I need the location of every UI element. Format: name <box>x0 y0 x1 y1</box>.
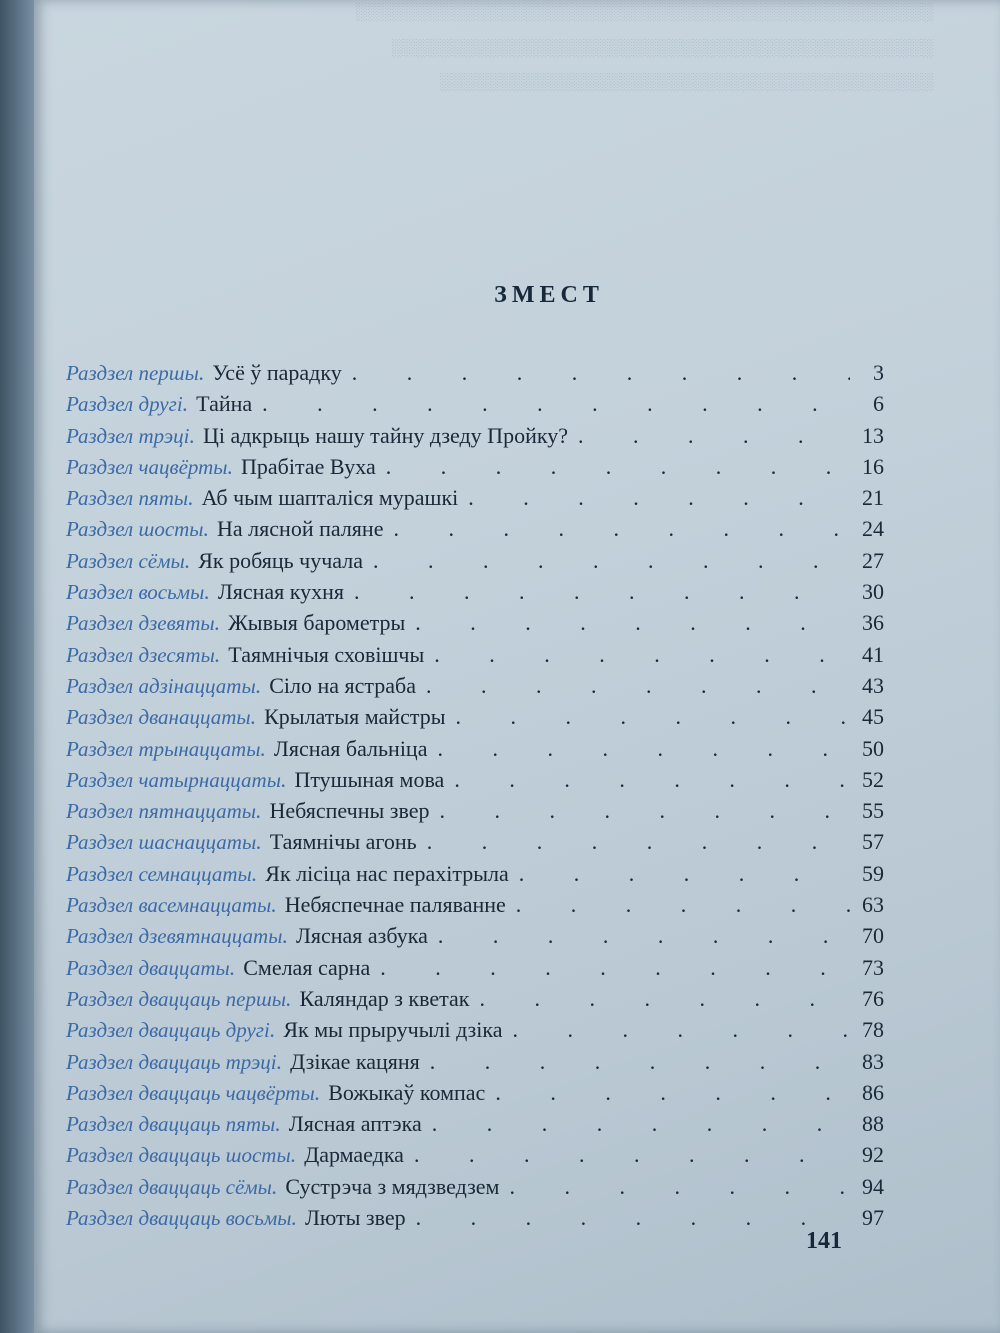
chapter-page-number: 13 <box>862 422 884 448</box>
section-separator: . <box>290 1142 297 1168</box>
chapter-page-number: 63 <box>862 892 884 918</box>
toc-entry <box>66 1111 884 1142</box>
section-label: Раздзел дзевяты <box>66 611 215 636</box>
toc-entry <box>66 1142 884 1173</box>
section-separator: . <box>275 1111 281 1137</box>
section-label: Раздзел чацвёрты <box>66 454 228 479</box>
section-separator: . <box>184 547 191 573</box>
toc-entry <box>66 548 884 579</box>
toc-entry <box>66 610 884 641</box>
section-label: Раздзел трынаццаты <box>66 736 261 761</box>
section-separator: . <box>250 704 257 730</box>
toc-entry <box>66 360 884 391</box>
leader-dots <box>437 736 850 762</box>
chapter-title: Лясная бальніца <box>273 735 428 761</box>
leader-dots <box>454 767 850 793</box>
section-separator: . <box>203 516 210 542</box>
leader-dots <box>415 610 850 636</box>
chapter-page-number: 30 <box>862 579 884 605</box>
section-separator: . <box>256 829 262 855</box>
leader-dots <box>578 423 850 449</box>
chapter-title: Дармаедка <box>304 1142 404 1168</box>
leader-dots <box>468 485 850 511</box>
section-separator: . <box>182 391 189 417</box>
chapter-title: Прабітае Вуха <box>241 453 376 479</box>
leader-dots <box>509 1174 850 1200</box>
leader-dots <box>352 360 850 386</box>
chapter-title: Таямнічы агонь <box>269 829 417 855</box>
section-separator: . <box>260 735 266 761</box>
chapter-page-number: 55 <box>862 798 884 824</box>
book-spine-shadow <box>0 0 36 1333</box>
chapter-title: Дзікае кацяня <box>290 1048 420 1074</box>
toc-entry <box>66 892 884 923</box>
toc-entry <box>66 704 884 735</box>
leader-dots <box>479 986 850 1012</box>
section-label: Раздзел першы <box>66 361 199 385</box>
section-label: Раздзел дваццаць чацвёрты <box>66 1080 315 1105</box>
section-label: Раздзел пяты <box>66 486 189 511</box>
chapter-title: Усё ў парадку <box>212 360 342 385</box>
section-label: Раздзел дваццаць сёмы <box>66 1174 272 1199</box>
toc-entry <box>66 1080 884 1111</box>
section-label: Раздзел дзесяты <box>66 642 215 667</box>
chapter-title: Смелая сарна <box>243 954 371 980</box>
chapter-page-number: 83 <box>862 1048 884 1074</box>
book-page <box>34 0 1000 1333</box>
chapter-page-number: 41 <box>862 641 884 667</box>
toc-entry <box>66 642 884 673</box>
chapter-title: Небяспечнае паляванне <box>284 892 506 918</box>
toc-entry <box>66 454 884 485</box>
leader-dots <box>456 704 850 730</box>
toc-entry <box>66 955 884 986</box>
chapter-title: Жывыя барометры <box>228 610 406 636</box>
toc-entry <box>66 923 884 954</box>
toc-entry <box>66 861 884 892</box>
section-separator: . <box>255 672 262 698</box>
toc-entry <box>66 1174 884 1205</box>
section-label: Раздзел васемнаццаты <box>66 893 272 918</box>
section-separator: . <box>269 1017 276 1043</box>
section-separator: . <box>282 923 288 949</box>
leader-dots <box>416 1205 850 1231</box>
section-separator: . <box>314 1079 321 1105</box>
chapter-title: Лясная аптэка <box>288 1111 422 1137</box>
chapter-page-number: 27 <box>862 547 884 573</box>
chapter-page-number: 16 <box>862 453 884 479</box>
chapter-page-number: 78 <box>862 1017 884 1043</box>
chapter-page-number: 97 <box>862 1205 884 1231</box>
leader-dots <box>438 923 850 949</box>
chapter-page-number: 21 <box>862 485 884 511</box>
chapter-title: Крылатыя майстры <box>264 704 446 730</box>
chapter-page-number: 43 <box>862 672 884 698</box>
chapter-title: Як лісіца нас перахітрыла <box>265 860 509 886</box>
section-separator: . <box>204 579 210 605</box>
section-label: Раздзел дванаццаты <box>66 705 251 730</box>
toc-entry <box>66 829 884 860</box>
toc-entry <box>66 673 884 704</box>
section-label: Раздзел дваццаць другі <box>66 1018 270 1043</box>
section-label: Раздзел дваццаць першы <box>66 986 287 1011</box>
leader-dots <box>512 1017 850 1043</box>
page-number: 141 <box>806 1228 842 1254</box>
chapter-title: На лясной паляне <box>217 516 384 542</box>
chapter-page-number: 94 <box>862 1173 884 1199</box>
chapter-page-number: 92 <box>862 1142 884 1168</box>
leader-dots <box>495 1080 850 1106</box>
leader-dots <box>432 1111 850 1137</box>
chapter-page-number: 73 <box>862 954 884 980</box>
leader-dots <box>439 798 850 824</box>
toc-entry <box>66 579 884 610</box>
chapter-page-number: 88 <box>862 1111 884 1137</box>
chapter-title: Сіло на ястраба <box>269 672 416 698</box>
leader-dots <box>426 673 850 699</box>
section-label: Раздзел шаснаццаты <box>66 830 257 855</box>
toc-entry <box>66 798 884 829</box>
section-label: Раздзел сёмы <box>66 548 185 573</box>
chapter-page-number: 59 <box>862 860 884 886</box>
toc-entry <box>66 485 884 516</box>
leader-dots <box>380 955 850 981</box>
bleed-through-text: ░░░░░░░░░░░░░░░░░░░░░░░░░░░░░░░░░░░░░░░░░░░░░ <box>392 38 934 57</box>
section-label: Раздзел шосты <box>66 517 204 542</box>
section-separator: . <box>229 954 236 980</box>
chapter-title: Таямнічыя сховішчы <box>228 641 425 667</box>
chapter-page-number: 3 <box>873 360 884 385</box>
chapter-title: Як мы прыручылі дзіка <box>283 1017 503 1043</box>
leader-dots <box>430 1049 850 1075</box>
section-label: Раздзел дзевятнаццаты <box>66 924 283 949</box>
section-label: Раздзел пятнаццаты <box>66 799 256 824</box>
chapter-title: Аб чым шапталіся мурашкі <box>201 485 459 511</box>
toc-entry <box>66 1205 884 1236</box>
section-separator: . <box>286 985 292 1011</box>
section-label: Раздзел дваццаць восьмы <box>66 1206 292 1231</box>
leader-dots <box>519 861 850 887</box>
chapter-page-number: 24 <box>862 516 884 542</box>
section-separator: . <box>291 1205 297 1231</box>
section-label: Раздзел чатырнаццаты <box>66 767 281 792</box>
section-label: Раздзел другі <box>66 392 183 417</box>
leader-dots <box>393 516 850 542</box>
leader-dots <box>373 548 850 574</box>
section-separator: . <box>271 892 277 918</box>
chapter-title: Каляндар з кветак <box>299 985 470 1011</box>
chapter-page-number: 50 <box>862 735 884 761</box>
section-separator: . <box>227 453 234 479</box>
chapter-page-number: 45 <box>862 704 884 730</box>
chapter-page-number: 52 <box>862 766 884 792</box>
section-separator: . <box>188 485 194 511</box>
chapter-title: Лясная кухня <box>217 579 345 605</box>
section-label: Раздзел дваццаць трэці <box>66 1049 277 1074</box>
chapter-title: Сустрэча з мядзведзем <box>285 1173 500 1199</box>
section-separator: . <box>214 610 221 636</box>
section-label: Раздзел семнаццаты <box>66 861 252 886</box>
table-of-contents <box>66 360 884 1236</box>
section-separator: . <box>251 860 258 886</box>
chapter-title: Лясная азбука <box>295 923 428 949</box>
section-label: Раздзел трэці <box>66 423 190 448</box>
section-separator: . <box>280 766 287 792</box>
bleed-through-text: ░░░░░░░░░░░░░░░░░░░░░░░░░░░░░░░░░░░░░░░░░░░░░░░░ <box>355 2 934 21</box>
bleed-through-text: ░░░░░░░░░░░░░░░░░░░░░░░░░░░░░░░░░░░░░░░░░ <box>440 72 934 91</box>
toc-entry <box>66 986 884 1017</box>
toc-entry <box>66 391 884 422</box>
toc-entry <box>66 1017 884 1048</box>
leader-dots <box>262 391 850 417</box>
toc-entry <box>66 767 884 798</box>
section-label: Раздзел дваццаць шосты <box>66 1143 291 1168</box>
section-separator: . <box>198 360 205 385</box>
leader-dots <box>427 829 850 855</box>
chapter-title: Як робяць чучала <box>198 547 363 573</box>
toc-entry <box>66 736 884 767</box>
leader-dots <box>354 579 850 605</box>
section-label: Раздзел дваццаты <box>66 955 230 980</box>
leader-dots <box>434 642 850 668</box>
section-separator: . <box>214 641 221 667</box>
section-label: Раздзел адзінаццаты <box>66 673 256 698</box>
chapter-page-number: 57 <box>862 829 884 855</box>
toc-entry <box>66 423 884 454</box>
toc-entry <box>66 516 884 547</box>
toc-entry <box>66 1049 884 1080</box>
section-separator: . <box>271 1173 278 1199</box>
chapter-title: Вожыкаў компас <box>328 1079 486 1105</box>
leader-dots <box>386 454 850 480</box>
chapter-page-number: 86 <box>862 1079 884 1105</box>
chapter-page-number: 70 <box>862 923 884 949</box>
section-separator: . <box>255 798 262 824</box>
chapter-page-number: 76 <box>862 985 884 1011</box>
chapter-page-number: 36 <box>862 610 884 636</box>
chapter-page-number: 6 <box>873 391 884 417</box>
chapter-title: Тайна <box>196 391 253 417</box>
leader-dots <box>414 1142 850 1168</box>
section-label: Раздзел восьмы <box>66 580 205 605</box>
chapter-title: Ці адкрыць нашу тайну дзеду Пройку? <box>202 422 568 448</box>
section-separator: . <box>276 1048 283 1074</box>
chapter-title: Небяспечны звер <box>269 798 430 824</box>
section-label: Раздзел дваццаць пяты <box>66 1112 276 1137</box>
contents-title: ЗМЕСТ <box>494 282 604 308</box>
leader-dots <box>516 892 850 918</box>
section-separator: . <box>189 422 195 448</box>
chapter-title: Птушыная мова <box>294 766 445 792</box>
chapter-title: Люты звер <box>304 1205 406 1231</box>
